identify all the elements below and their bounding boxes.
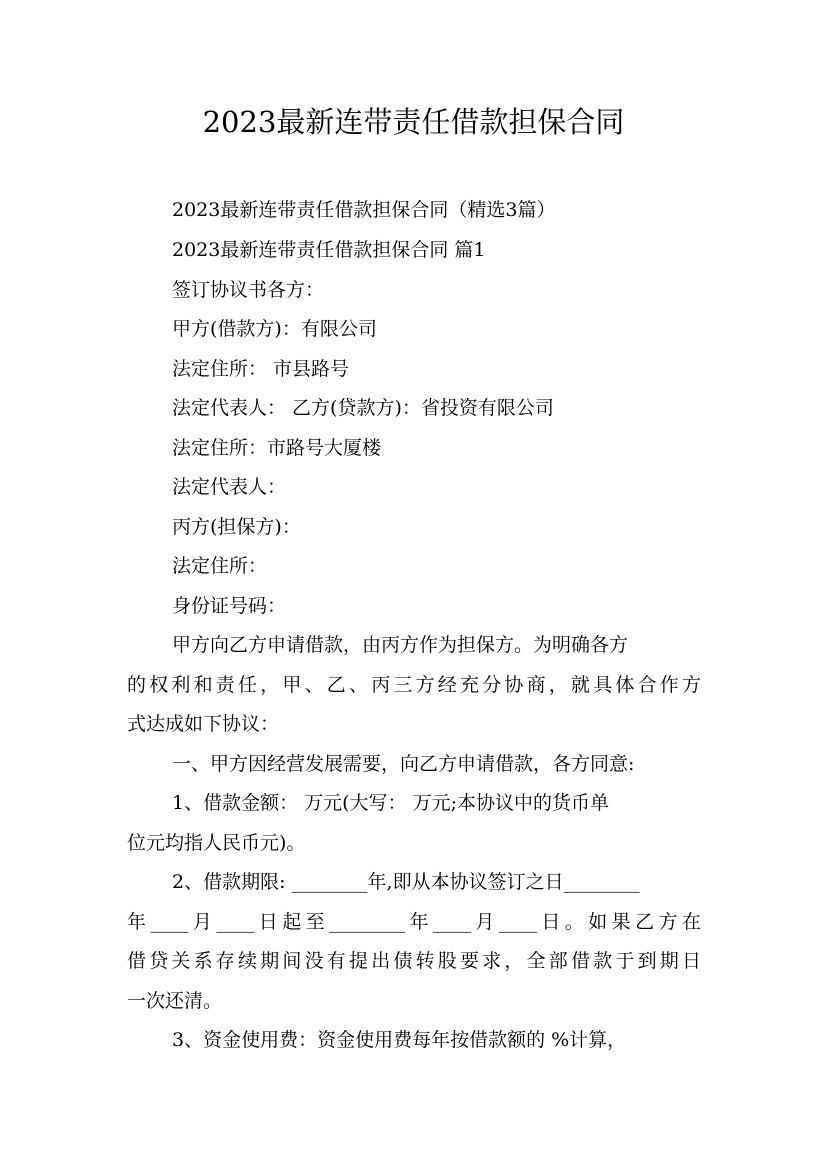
loan-amount-line: 位元均指人民币元)。: [127, 832, 306, 854]
address-line: 法定住所：: [172, 555, 268, 577]
representative-party-b-line: 法定代表人： 乙方(贷款方)：省投资有限公司: [172, 397, 554, 419]
subtitle-line: 2023最新连带责任借款担保合同（精选3篇）: [172, 199, 556, 221]
chapter-heading: 2023最新连带责任借款担保合同 篇1: [172, 239, 486, 261]
representative-line: 法定代表人：: [172, 476, 287, 498]
loan-term-line: 一次还清。: [127, 990, 223, 1012]
paragraph-line: 的权利和责任，甲、乙、丙三方经充分协商，就具体合作方: [127, 674, 701, 696]
fee-clause-line: 3、资金使用费：资金使用费每年按借款额的 %计算，: [172, 1029, 627, 1051]
clause-one-line: 一、甲方因经营发展需要，向乙方申请借款，各方同意:: [172, 753, 635, 775]
loan-term-line: 2、借款期限: ________年,即从本协议签订之日________: [172, 871, 640, 893]
address-line: 法定住所： 市县路号: [172, 358, 350, 380]
parties-heading: 签订协议书各方：: [172, 279, 325, 301]
loan-amount-line: 1、借款金额： 万元(大写： 万元;本协议中的货币单: [172, 792, 609, 814]
document-title: 2023最新连带责任借款担保合同: [202, 105, 625, 139]
paragraph-line: 式达成如下协议：: [127, 713, 280, 735]
loan-term-line: 借贷关系存续期间没有提出债转股要求，全部借款于到期日: [127, 950, 701, 972]
party-c-line: 丙方(担保方)：: [172, 516, 301, 538]
party-a-line: 甲方(借款方)：有限公司: [172, 318, 377, 340]
paragraph-line: 甲方向乙方申请借款，由丙方作为担保方。为明确各方: [172, 634, 629, 656]
address-line: 法定住所：市路号大厦楼: [172, 437, 382, 459]
loan-term-line: 年____月____日起至________年____月____日。如果乙方在: [127, 911, 701, 933]
id-number-line: 身份证号码：: [172, 595, 287, 617]
